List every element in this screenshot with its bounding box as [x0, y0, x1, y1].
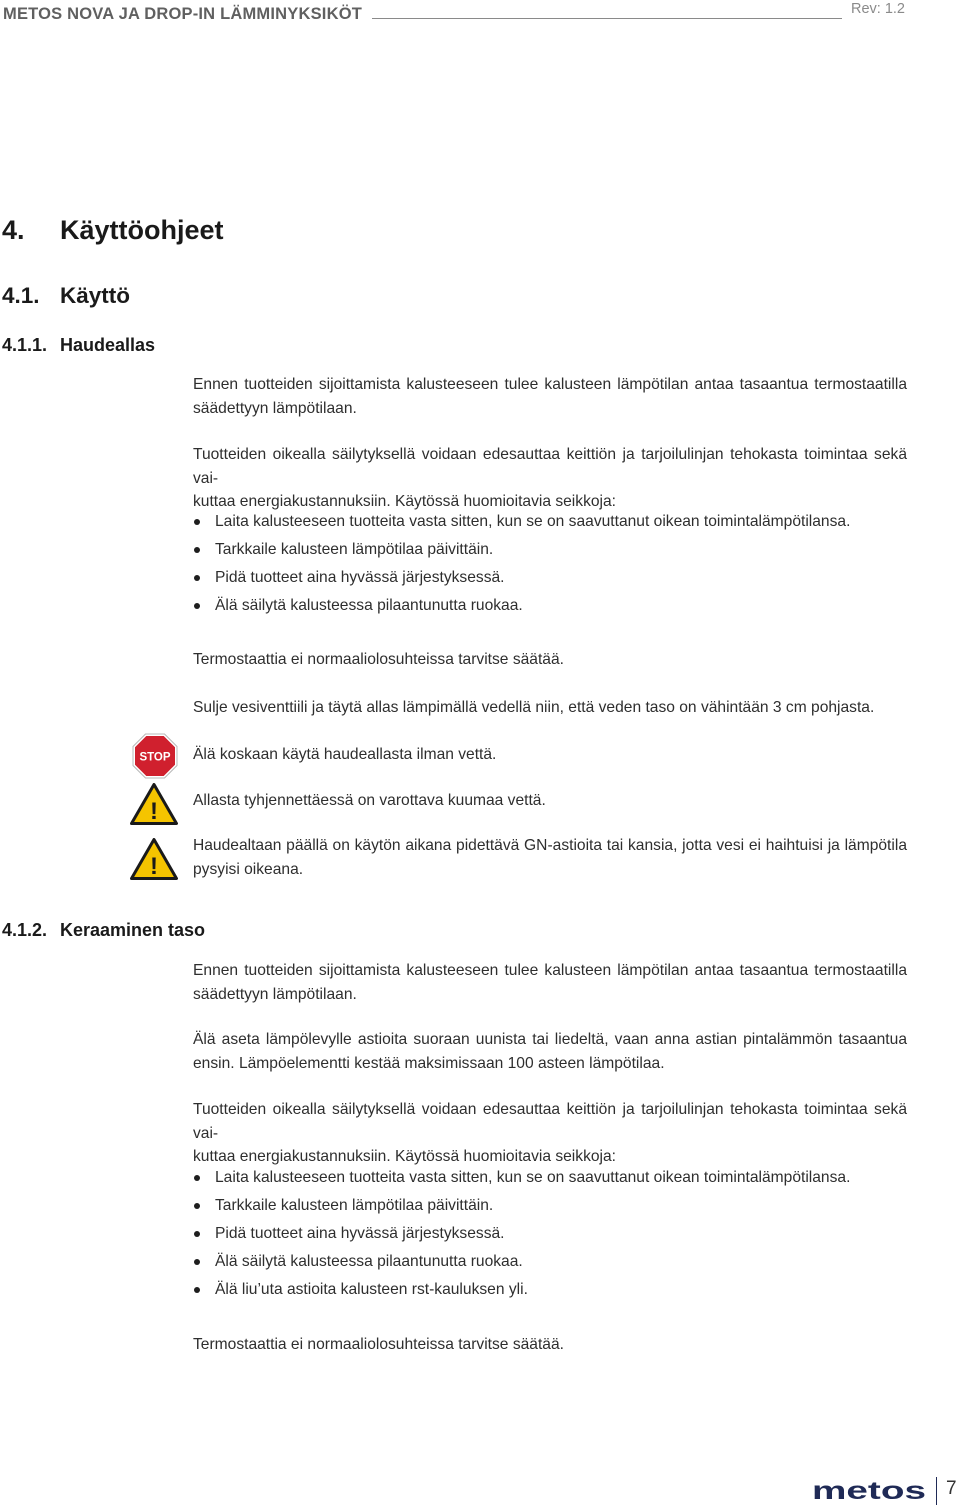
- paragraph: [193, 373, 907, 420]
- paragraph: Sulje vesiventtiili ja täytä allas lämpimällä vedellä niin, että veden taso on vähintään 3 cm pohjasta.: [193, 699, 875, 716]
- text-line: Ennen tuotteiden sijoittamista kalusteeseen tulee kalusteen lämpötilan antaa tasaantua termostaatilla: [193, 376, 907, 393]
- list-item: Pidä tuotteet aina hyvässä järjestyksessä.: [193, 1220, 850, 1248]
- text-line: säädettyyn lämpötilaan.: [193, 985, 357, 1003]
- bullet-list: [193, 1164, 850, 1304]
- header-rule: [372, 18, 842, 19]
- section-title: Haudeallas: [60, 335, 156, 355]
- list-item: Laita kalusteeseen tuotteita vasta sitten, kun se on saavuttanut oikean toimintalämpötilansa.: [193, 508, 850, 536]
- metos-logo: [812, 1480, 928, 1502]
- footer-rule: [936, 1477, 937, 1505]
- section-number: 4.1.: [2, 283, 40, 308]
- warning-note: Allasta tyhjennettäessä on varottava kuumaa vettä.: [193, 792, 546, 809]
- section-4-1-heading: [2, 283, 130, 309]
- warning-icon: [130, 838, 178, 880]
- text-line: ensin. Lämpöelementti kestää maksimissaan 100 asteen lämpötilaa.: [193, 1054, 665, 1072]
- section-4-1-1-heading: [2, 335, 155, 356]
- section-number: 4.1.1.: [2, 335, 48, 355]
- list-item: Pidä tuotteet aina hyvässä järjestyksessä.: [193, 564, 850, 592]
- warning-icon: [130, 783, 178, 825]
- text-line: Haudealtaan päällä on käytön aikana pidettävä GN-astioita tai kansia, jotta vesi ei haihtuisi ja lämpötila: [193, 837, 907, 854]
- section-4-heading: [2, 215, 224, 246]
- document-title: METOS NOVA JA DROP-IN LÄMMINYKSIKÖT: [3, 5, 363, 23]
- text-line: Tuotteiden oikealla säilytyksellä voidaan edesauttaa keittiön ja tarjoilulinjan tehokasta toimintaa sekä vai-: [193, 1101, 907, 1142]
- list-item: Älä säilytä kalusteessa pilaantunutta ruokaa.: [193, 592, 850, 620]
- stop-note: Älä koskaan käytä haudeallasta ilman vettä.: [193, 746, 497, 763]
- list-item: Laita kalusteeseen tuotteita vasta sitten, kun se on saavuttanut oikean toimintalämpötilansa.: [193, 1164, 850, 1192]
- paragraph: [193, 959, 907, 1006]
- stop-sign-icon: [132, 733, 178, 779]
- text-line: Ennen tuotteiden sijoittamista kalusteeseen tulee kalusteen lämpötilan antaa tasaantua termostaatilla: [193, 962, 907, 979]
- list-item: Tarkkaile kalusteen lämpötilaa päivittäin.: [193, 536, 850, 564]
- list-item: Tarkkaile kalusteen lämpötilaa päivittäin.: [193, 1192, 850, 1220]
- text-line: kuttaa energiakustannuksiin. Käytössä huomioitavia seikkoja:: [193, 493, 617, 510]
- page-number: 7: [946, 1478, 957, 1499]
- list-item: Älä liu’uta astioita kalusteen rst-kauluksen yli.: [193, 1276, 850, 1304]
- text-line: säädettyyn lämpötilaan.: [193, 399, 357, 417]
- logo-text: metos: [812, 1480, 926, 1502]
- stop-sign-text: STOP: [139, 751, 171, 764]
- section-title: Käyttö: [60, 283, 131, 308]
- text-line: Tuotteiden oikealla säilytyksellä voidaan edesauttaa keittiön ja tarjoilulinjan tehokasta toimintaa sekä vai-: [193, 446, 907, 487]
- text-line: pysyisi oikeana.: [193, 860, 304, 878]
- text-line: Älä aseta lämpölevylle astioita suoraan uunista tai liedeltä, vaan anna astian pintalämmön tasaantua: [193, 1031, 907, 1048]
- revision-label: Rev: 1.2: [851, 1, 905, 17]
- section-4-1-2-heading: [2, 920, 205, 941]
- text-line: kuttaa energiakustannuksiin. Käytössä huomioitavia seikkoja:: [193, 1148, 617, 1165]
- paragraph: Termostaattia ei normaaliolosuhteissa tarvitse säätää.: [193, 1336, 564, 1353]
- section-number: 4.: [2, 215, 25, 245]
- list-item: Älä säilytä kalusteessa pilaantunutta ruokaa.: [193, 1248, 850, 1276]
- section-title: Keraaminen taso: [60, 920, 206, 940]
- warning-mark: !: [150, 853, 158, 880]
- paragraph: [193, 443, 907, 514]
- paragraph: Termostaattia ei normaaliolosuhteissa tarvitse säätää.: [193, 651, 564, 668]
- section-number: 4.1.2.: [2, 920, 48, 940]
- paragraph: [193, 1028, 907, 1075]
- page-header: [0, 0, 960, 30]
- warning-mark: !: [150, 798, 158, 825]
- paragraph: [193, 1098, 907, 1169]
- bullet-list: [193, 508, 850, 620]
- section-title: Käyttöohjeet: [60, 215, 224, 245]
- warning-note: [193, 834, 907, 881]
